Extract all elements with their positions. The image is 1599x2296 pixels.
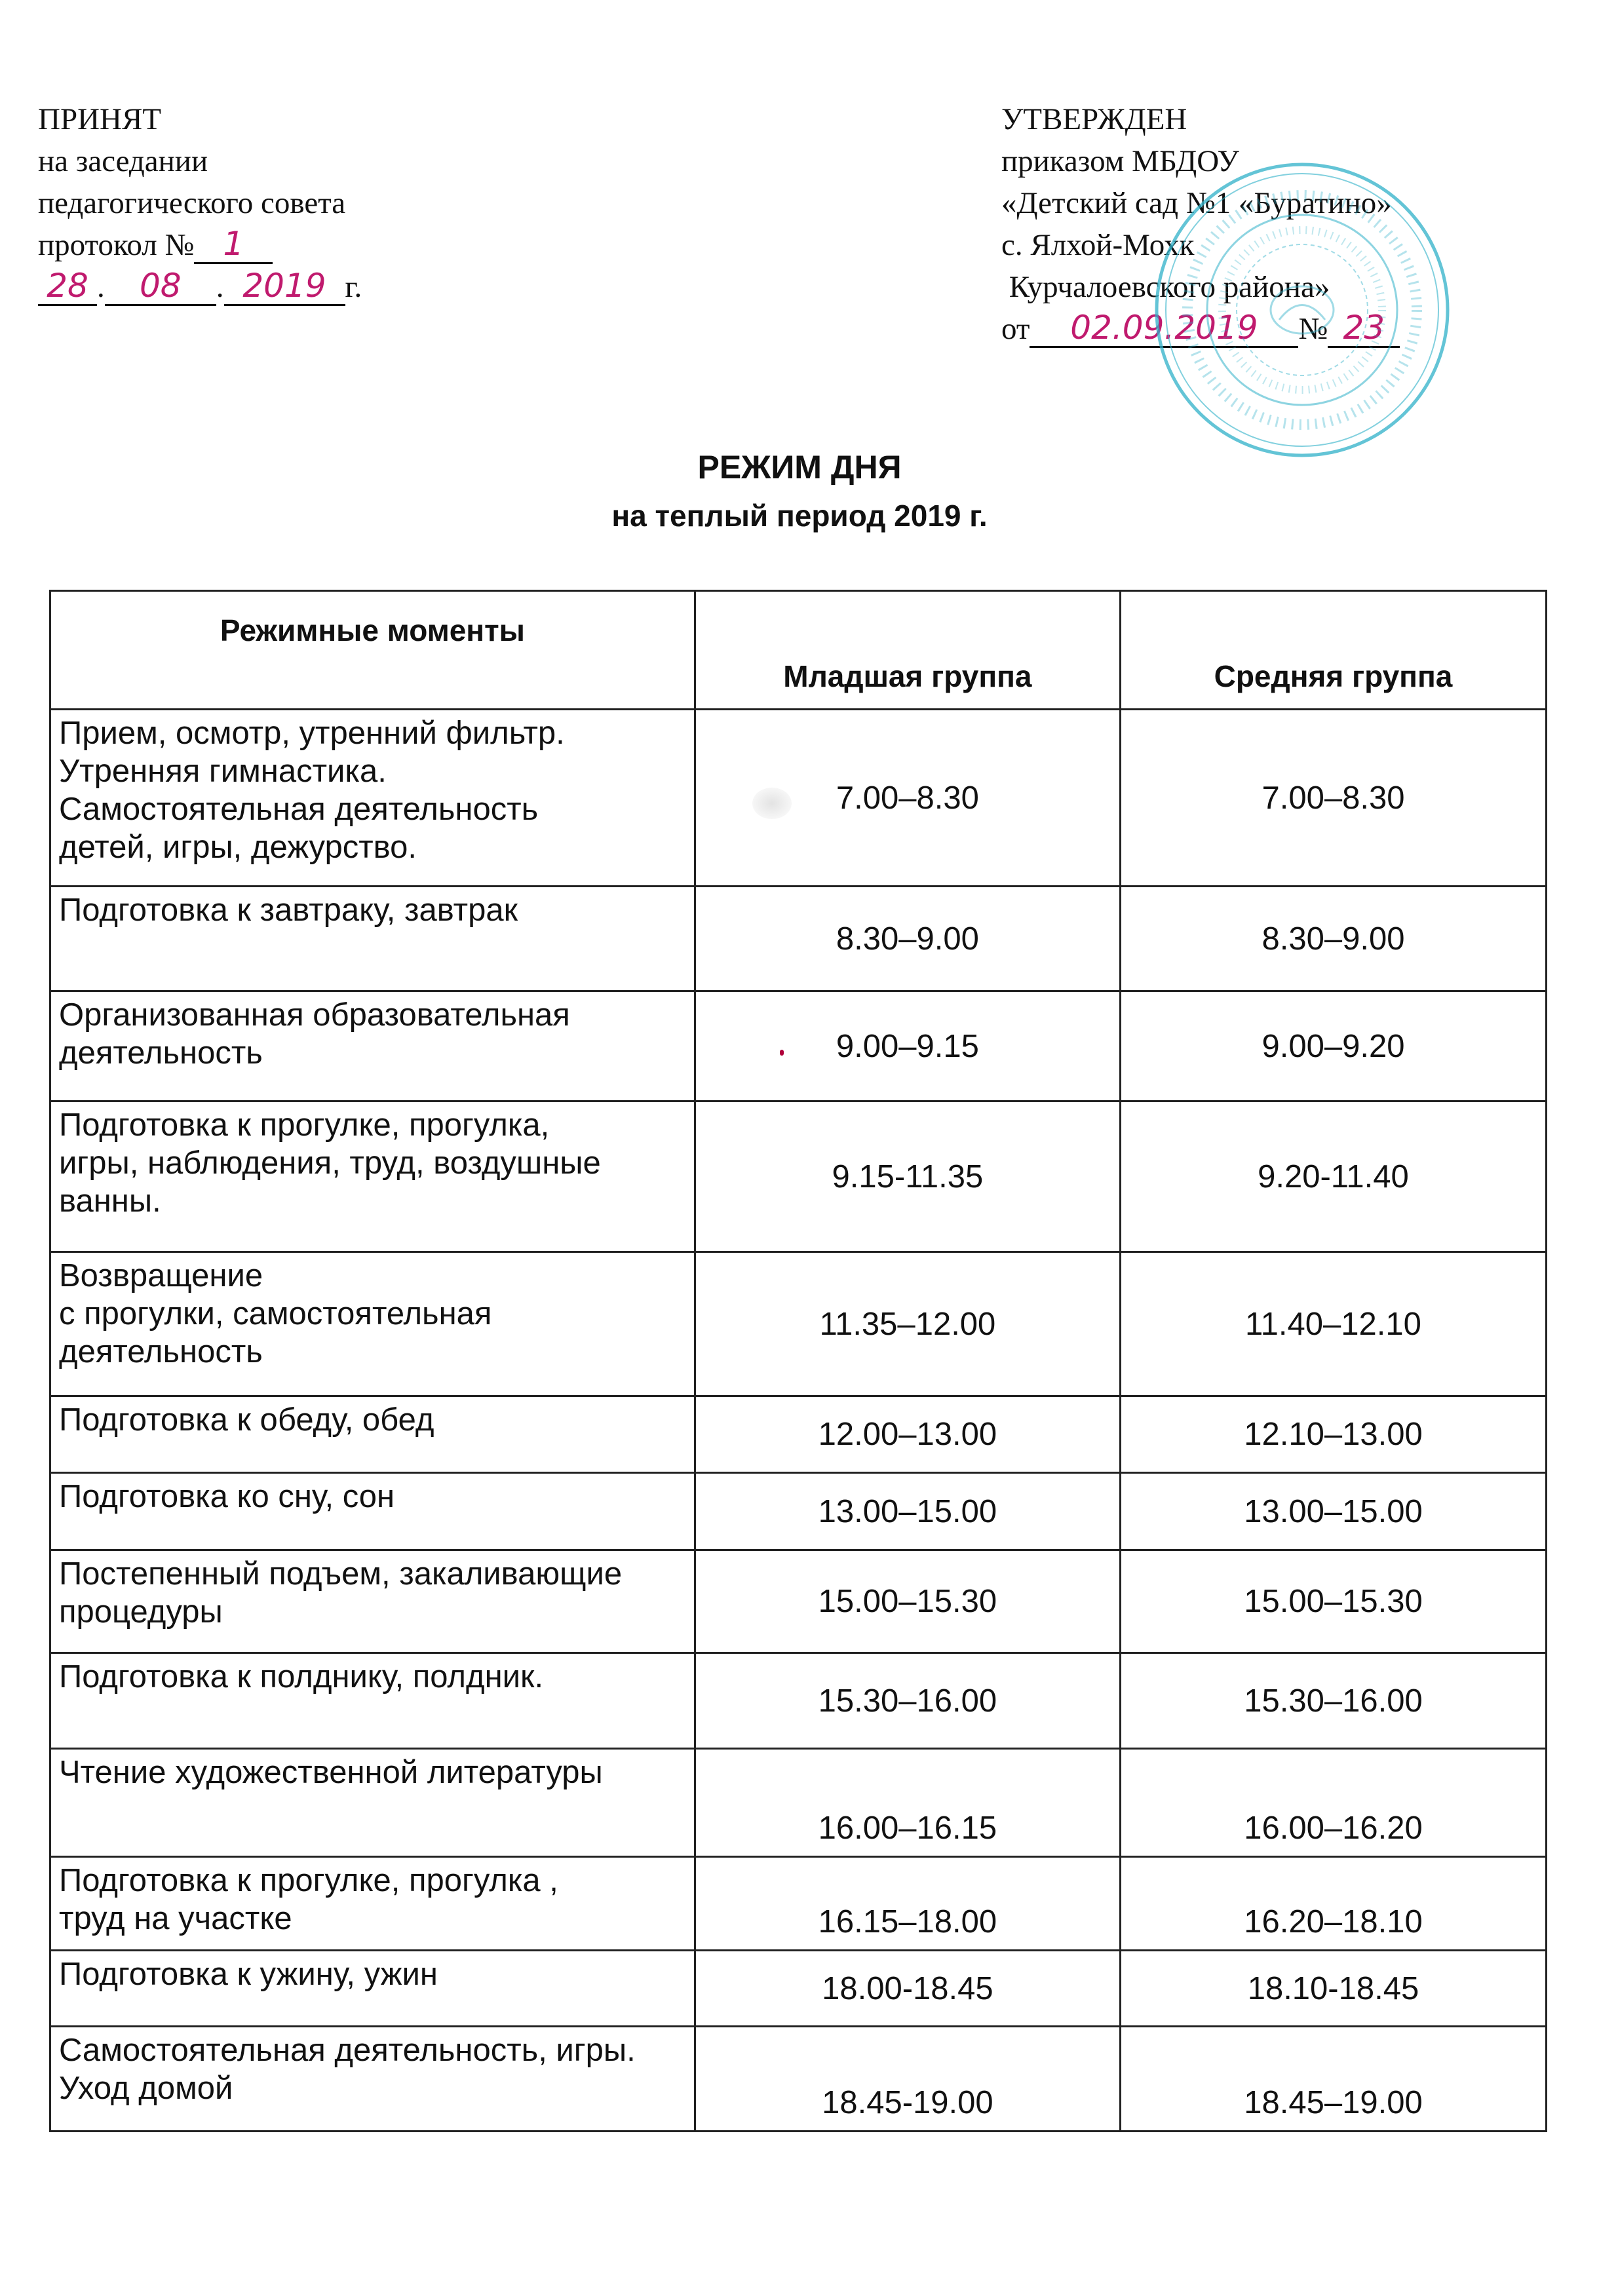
table-row bbox=[50, 2027, 1547, 2132]
regime-moment-cell: Самостоятельная деятельность, игры. Уход домой bbox=[50, 2027, 695, 2132]
order-line: приказом МБДОУ bbox=[1001, 144, 1239, 178]
table-row bbox=[50, 1653, 1547, 1749]
junior-group-time: 16.15–18.00 bbox=[695, 1857, 1120, 1951]
header-moments: Режимные моменты bbox=[50, 591, 695, 710]
junior-group-time: 7.00–8.30 bbox=[695, 710, 1120, 887]
junior-group-time: 18.00-18.45 bbox=[695, 1951, 1120, 2027]
middle-group-time: 18.10-18.45 bbox=[1120, 1951, 1546, 2027]
junior-group-time: 18.45-19.00 bbox=[695, 2027, 1120, 2132]
regime-moment-cell: Подготовка к прогулке, прогулка , труд на участке bbox=[50, 1857, 695, 1951]
regime-moment-cell: Постепенный подъем, закаливающие процедуры bbox=[50, 1550, 695, 1653]
junior-group-time: 16.00–16.15 bbox=[695, 1749, 1120, 1857]
middle-group-time: 9.00–9.20 bbox=[1120, 991, 1546, 1101]
village-name: с. Ялхой-Мохк bbox=[1001, 228, 1195, 262]
table-row bbox=[50, 1473, 1547, 1550]
protocol-line bbox=[38, 224, 362, 266]
table-row bbox=[50, 1951, 1547, 2027]
table-row bbox=[50, 1857, 1547, 1951]
regime-moment-cell: Подготовка ко сну, сон bbox=[50, 1473, 695, 1550]
schedule-table bbox=[49, 590, 1547, 2132]
junior-group-time: 9.15-11.35 bbox=[695, 1101, 1120, 1252]
table-row bbox=[50, 1550, 1547, 1653]
table-row bbox=[50, 887, 1547, 991]
council-date-line bbox=[38, 266, 362, 308]
order-date: 02.09.2019 bbox=[1070, 309, 1258, 347]
middle-group-time: 15.30–16.00 bbox=[1120, 1653, 1546, 1749]
council-date-month: 08 bbox=[139, 267, 182, 305]
table-row bbox=[50, 991, 1547, 1101]
protocol-number: 1 bbox=[223, 225, 244, 263]
council-line: педагогического совета bbox=[38, 186, 346, 220]
regime-moment-cell: Подготовка к завтраку, завтрак bbox=[50, 887, 695, 991]
table-row bbox=[50, 1252, 1547, 1396]
council-date-sep2: . bbox=[216, 270, 224, 304]
header-junior-group: Младшая группа bbox=[695, 591, 1120, 710]
junior-group-time: 11.35–12.00 bbox=[695, 1252, 1120, 1396]
junior-group-time: 15.30–16.00 bbox=[695, 1653, 1120, 1749]
junior-group-time: 12.00–13.00 bbox=[695, 1396, 1120, 1473]
middle-group-time: 16.20–18.10 bbox=[1120, 1857, 1546, 1951]
table-header-row bbox=[50, 591, 1547, 710]
middle-group-time: 13.00–15.00 bbox=[1120, 1473, 1546, 1550]
from-label: от bbox=[1001, 312, 1030, 346]
middle-group-time: 12.10–13.00 bbox=[1120, 1396, 1546, 1473]
page-subtitle: на теплый период 2019 г. bbox=[611, 499, 988, 533]
accepted-heading: ПРИНЯТ bbox=[38, 102, 162, 136]
council-date-year: 2019 bbox=[242, 267, 326, 305]
district-name: Курчалоевского района» bbox=[1001, 270, 1330, 304]
regime-moment-cell: Подготовка к обеду, обед bbox=[50, 1396, 695, 1473]
junior-group-time: 9.00–9.15 bbox=[695, 991, 1120, 1101]
middle-group-time: 16.00–16.20 bbox=[1120, 1749, 1546, 1857]
middle-group-time: 7.00–8.30 bbox=[1120, 710, 1546, 887]
regime-moment-cell: Подготовка к ужину, ужин bbox=[50, 1951, 695, 2027]
kindergarten-name: «Детский сад №1 «Буратино» bbox=[1001, 186, 1392, 220]
middle-group-time: 11.40–12.10 bbox=[1120, 1252, 1546, 1396]
table-row bbox=[50, 710, 1547, 887]
year-suffix: г. bbox=[345, 270, 362, 304]
table-row bbox=[50, 1396, 1547, 1473]
table-row bbox=[50, 1101, 1547, 1252]
junior-group-time: 13.00–15.00 bbox=[695, 1473, 1120, 1550]
regime-moment-cell: Подготовка к полднику, полдник. bbox=[50, 1653, 695, 1749]
page-title: РЕЖИМ ДНЯ bbox=[697, 449, 902, 486]
middle-group-time: 9.20-11.40 bbox=[1120, 1101, 1546, 1252]
council-date-sep1: . bbox=[97, 270, 105, 304]
middle-group-time: 18.45–19.00 bbox=[1120, 2027, 1546, 2132]
middle-group-time: 8.30–9.00 bbox=[1120, 887, 1546, 991]
regime-moment-cell: Подготовка к прогулке, прогулка, игры, наблюдения, труд, воздушные ванны. bbox=[50, 1101, 695, 1252]
junior-group-time: 15.00–15.30 bbox=[695, 1550, 1120, 1653]
middle-group-time: 15.00–15.30 bbox=[1120, 1550, 1546, 1653]
header-middle-group: Средняя группа bbox=[1120, 591, 1546, 710]
regime-moment-cell: Прием, осмотр, утренний фильтр. Утренняя гимнастика. Самостоятельная деятельность детей, игры, дежурство. bbox=[50, 710, 695, 887]
number-label: № bbox=[1298, 312, 1328, 346]
table-row bbox=[50, 1749, 1547, 1857]
seal-stamp bbox=[1148, 156, 1456, 464]
meeting-line: на заседании bbox=[38, 144, 208, 178]
council-date-day: 28 bbox=[47, 267, 88, 305]
order-number: 23 bbox=[1343, 309, 1385, 347]
approved-heading: УТВЕРЖДЕН bbox=[1001, 102, 1187, 136]
regime-moment-cell: Организованная образовательная деятельность bbox=[50, 991, 695, 1101]
regime-moment-cell: Чтение художественной литературы bbox=[50, 1749, 695, 1857]
junior-group-time: 8.30–9.00 bbox=[695, 887, 1120, 991]
approval-block-left bbox=[38, 98, 362, 308]
protocol-label: протокол № bbox=[38, 228, 195, 262]
regime-moment-cell: Возвращение с прогулки, самостоятельная деятельность bbox=[50, 1252, 695, 1396]
